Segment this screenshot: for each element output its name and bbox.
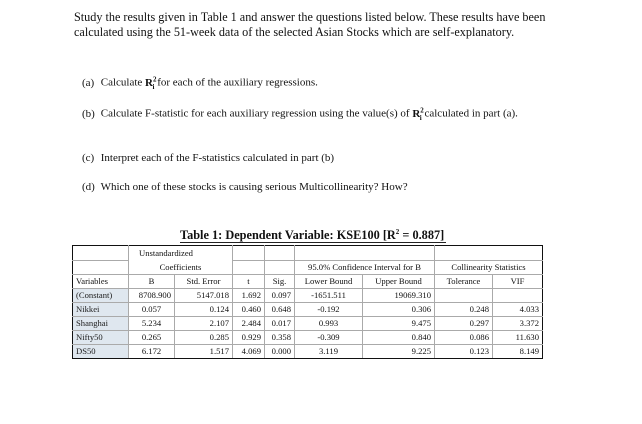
table-row [73, 345, 543, 359]
question-a-label: (a) [82, 76, 95, 89]
header-empty-cell [73, 246, 129, 261]
header-collinearity: Collinearity Statistics [435, 261, 543, 275]
cell: 2.107 [175, 317, 233, 331]
question-b-pre: Calculate F-statistic for each auxiliary regression using the value(s) of [100, 107, 410, 120]
question-b-label: (b) [82, 107, 95, 120]
cell: 0.123 [435, 345, 493, 359]
header-empty-cell [233, 246, 265, 261]
intro-paragraph: Study the results given in Table 1 and answer the questions listed below. These results have been calculated using the 51-week data of the selected Asian Stocks which are self-explanatory. [74, 10, 546, 39]
cell [493, 289, 543, 303]
cell: 8.149 [493, 345, 543, 359]
cell: 9.475 [363, 317, 435, 331]
cell: 0.124 [175, 303, 233, 317]
cell: 0.460 [233, 303, 265, 317]
column-header: VIF [493, 275, 543, 289]
cell: 0.057 [129, 303, 175, 317]
cell: -0.192 [295, 303, 363, 317]
question-b [82, 103, 582, 125]
cell: -0.309 [295, 331, 363, 345]
row-label: DS50 [73, 345, 129, 359]
cell: 0.097 [265, 289, 295, 303]
question-d-text: Which one of these stocks is causing serious Multicollinearity? How? [100, 181, 408, 193]
header-coefficients: Coefficients [129, 261, 233, 275]
cell: 1.517 [175, 345, 233, 359]
cell: 0.086 [435, 331, 493, 345]
cell: 0.358 [265, 331, 295, 345]
r-squared-symbol: $R^2_i$ [412, 106, 424, 122]
cell: 5147.018 [175, 289, 233, 303]
cell: 1.692 [233, 289, 265, 303]
column-header: Variables [73, 275, 129, 289]
question-c-text: Interpret each of the F-statistics calculated in part (b) [100, 152, 335, 164]
column-header: Upper Bound [363, 275, 435, 289]
question-d [82, 180, 408, 194]
question-a-post: for each of the auxiliary regressions. [157, 76, 318, 89]
column-header: Sig. [265, 275, 295, 289]
question-c-label: (c) [82, 152, 95, 164]
cell: 8708.900 [129, 289, 175, 303]
column-header: t [233, 275, 265, 289]
cell: 2.484 [233, 317, 265, 331]
cell: 3.119 [295, 345, 363, 359]
cell: 4.069 [233, 345, 265, 359]
question-a-pre: Calculate [100, 76, 143, 89]
header-empty-cell [435, 246, 543, 261]
cell: 19069.310 [363, 289, 435, 303]
cell: 0.000 [265, 345, 295, 359]
header-empty-cell [233, 261, 265, 275]
cell: 11.630 [493, 331, 543, 345]
cell: 0.306 [363, 303, 435, 317]
cell [435, 289, 493, 303]
cell: 3.372 [493, 317, 543, 331]
cell: 0.017 [265, 317, 295, 331]
cell: 5.234 [129, 317, 175, 331]
row-label: Shanghai [73, 317, 129, 331]
cell: 0.265 [129, 331, 175, 345]
table-row [73, 317, 543, 331]
cell: 0.285 [175, 331, 233, 345]
cell: 0.993 [295, 317, 363, 331]
header-unstandardized: Unstandardized [129, 246, 233, 261]
regression-table [72, 245, 543, 359]
question-d-label: (d) [82, 181, 95, 193]
cell: 0.297 [435, 317, 493, 331]
table-title: Table 1: Dependent Variable: KSE100 $[R^2 = 0.887]$ [180, 228, 445, 243]
header-empty-cell [265, 246, 295, 261]
question-b-post: calculated in part (a). [424, 107, 518, 120]
cell: 0.648 [265, 303, 295, 317]
table-row [73, 331, 543, 345]
row-label: Nifty50 [73, 331, 129, 345]
cell: 4.033 [493, 303, 543, 317]
cell: -1651.511 [295, 289, 363, 303]
header-confidence-interval: 95.0% Confidence Interval for B [295, 261, 435, 275]
row-label: (Constant) [73, 289, 129, 303]
cell: 0.248 [435, 303, 493, 317]
cell: 0.840 [363, 331, 435, 345]
question-a [82, 72, 318, 94]
header-empty-cell [295, 246, 435, 261]
r-squared-symbol: $R^2_i$ [145, 75, 157, 91]
row-label: Nikkei [73, 303, 129, 317]
column-header: Lower Bound [295, 275, 363, 289]
header-empty-cell [73, 261, 129, 275]
cell: 6.172 [129, 345, 175, 359]
table-row [73, 303, 543, 317]
question-c [82, 151, 334, 165]
column-header: Tolerance [435, 275, 493, 289]
cell: 9.225 [363, 345, 435, 359]
cell: 0.929 [233, 331, 265, 345]
column-header: B [129, 275, 175, 289]
column-header: Std. Error [175, 275, 233, 289]
table-row [73, 289, 543, 303]
header-empty-cell [265, 261, 295, 275]
